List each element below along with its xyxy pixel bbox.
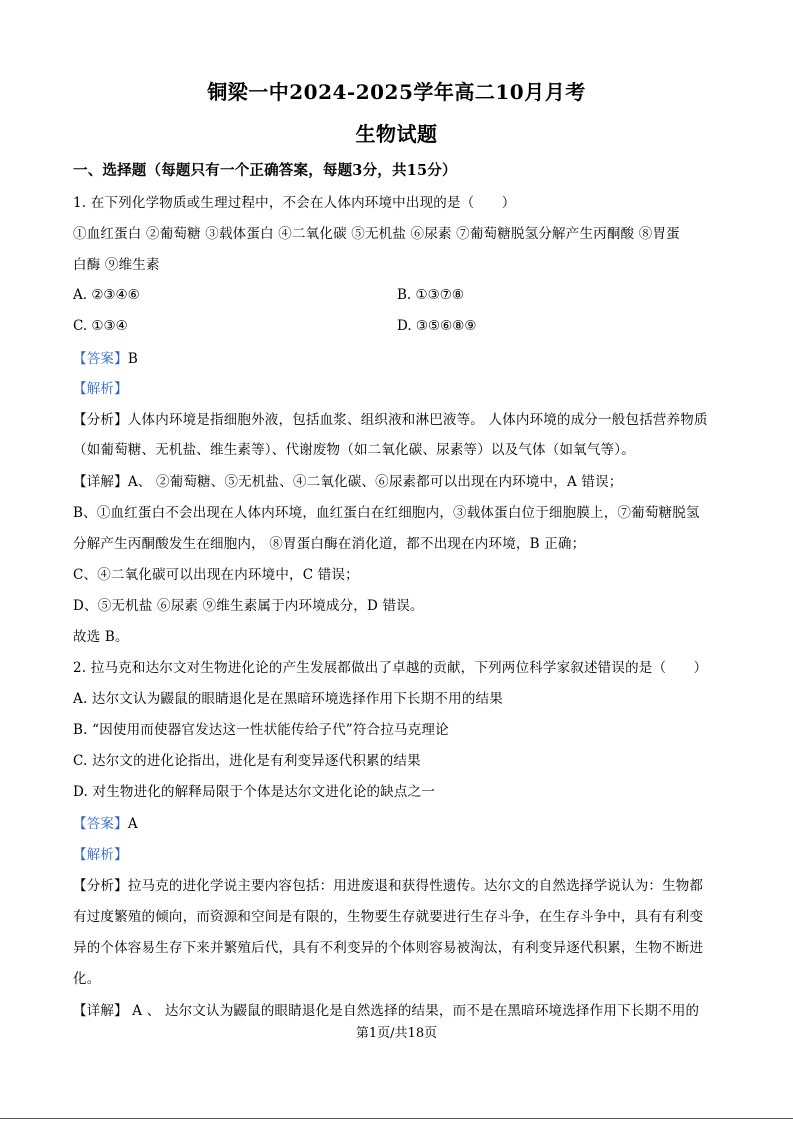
q2-answer [73,815,721,833]
q1-conclusion: 故选 B。 [73,629,129,645]
q2-option-b: B. “因使用而使器官发达这一性状能传给子代”符合拉马克理论 [73,722,449,738]
page-subtitle: 生物试题 [355,122,438,146]
q1-option-c: C. ①③④ [73,318,128,334]
q1-detail-line5: D、⑤无机盐 ⑥尿素 ⑨维生素属于内环境成分，D 错误。 [73,598,424,614]
q2-fenxi-line3: 异的个体容易生存下来并繁殖后代，具有不利变异的个体则容易被淘汰，有利变异逐代积累，生物不断进 [73,940,704,956]
q1-detail-tag: 【详解】 [73,474,128,490]
q2-stem: 2. 拉马克和达尔文对生物进化论的产生发展都做出了卓越的贡献，下列两位科学家叙述错误的是（ ） [73,660,708,676]
q1-answer [73,350,721,368]
q1-detail-line3: 分解产生丙酮酸发生在细胞内， ⑧胃蛋白酶在消化道，都不出现在内环境，B 正确； [73,536,586,552]
q2-fenxi-line1 [73,877,721,895]
bottom-divider [0,1118,793,1119]
q2-answer-value: A [127,816,138,832]
q1-option-b: B. ①③⑦⑧ [397,287,464,303]
q1-detail-line1 [73,473,721,491]
q1-fenxi-tag: 【分析】 [73,412,128,428]
q1-option-d: D. ③⑤⑥⑧⑨ [397,318,477,334]
q1-items-line2: 白酶 ⑨维生素 [73,257,160,273]
q1-option-a: A. ②③④⑥ [73,287,140,303]
q2-option-d: D. 对生物进化的解释局限于个体是达尔文进化论的缺点之一 [73,784,436,800]
q1-items-line1: ①血红蛋白 ②葡萄糖 ③载体蛋白 ④二氧化碳 ⑤无机盐 ⑥尿素 ⑦葡萄糖脱氢分解产生丙酮酸 ⑧胃蛋 [73,226,680,242]
q2-fenxi-tag: 【分析】 [73,878,128,894]
q1-analysis-tag: 【解析】 [73,381,128,397]
q1-detail-line4: C、④二氧化碳可以出现在内环境中，C 错误； [73,567,359,583]
q2-answer-tag: 【答案】 [73,816,128,832]
q2-fenxi-line2: 有过度繁殖的倾向，而资源和空间是有限的，生物要生存就要进行生存斗争，在生存斗争中，具有有利变 [73,909,704,925]
q2-detail-tag: 【详解】 [73,1003,128,1019]
q2-fenxi-text1: 拉马克的进化学说主要内容包括：用进废退和获得性遗传。达尔文的自然选择学说认为：生物都 [127,878,704,894]
q1-detail-line2: B、①血红蛋白不会出现在人体内环境，血红蛋白在红细胞内，③载体蛋白位于细胞膜上，⑦葡萄糖脱氢 [73,505,700,521]
q2-detail-text1: A 、 达尔文认为鼹鼠的眼睛退化是自然选择的结果，而不是在黑暗环境选择作用下长期不用的 [127,1003,700,1019]
q1-detail-text1: A、 ②葡萄糖、⑤无机盐、④二氧化碳、⑥尿素都可以出现在内环境中，A 错误； [127,474,623,490]
q1-fenxi-line1 [73,411,721,429]
q1-fenxi-text1: 人体内环境是指细胞外液，包括血浆、组织液和淋巴液等。 人体内环境的成分一般包括营养物质 [127,412,708,428]
q2-detail-line1 [73,1002,721,1020]
page-title: 铜梁一中2024-2025学年高二10月月考 [207,80,586,104]
q1-answer-value: B [127,351,138,367]
q1-fenxi-line2: （如葡萄糖、无机盐、维生素等）、代谢废物（如二氧化碳、尿素等）以及气体（如氧气等）。 [73,442,635,458]
q2-analysis-tag: 【解析】 [73,847,128,863]
section-heading: 一、选择题（每题只有一个正确答案，每题3分，共15分） [73,162,457,179]
q2-option-c: C. 达尔文的进化论指出，进化是有利变异逐代积累的结果 [73,753,421,769]
q1-answer-tag: 【答案】 [73,351,128,367]
q1-stem: 1. 在下列化学物质或生理过程中，不会在人体内环境中出现的是（ ） [73,195,516,211]
q2-fenxi-line4: 化。 [73,971,101,987]
page-footer: 第1页/共18页 [355,1026,438,1041]
q2-option-a: A. 达尔文认为鼹鼠的眼睛退化是在黑暗环境选择作用下长期不用的结果 [73,691,503,707]
